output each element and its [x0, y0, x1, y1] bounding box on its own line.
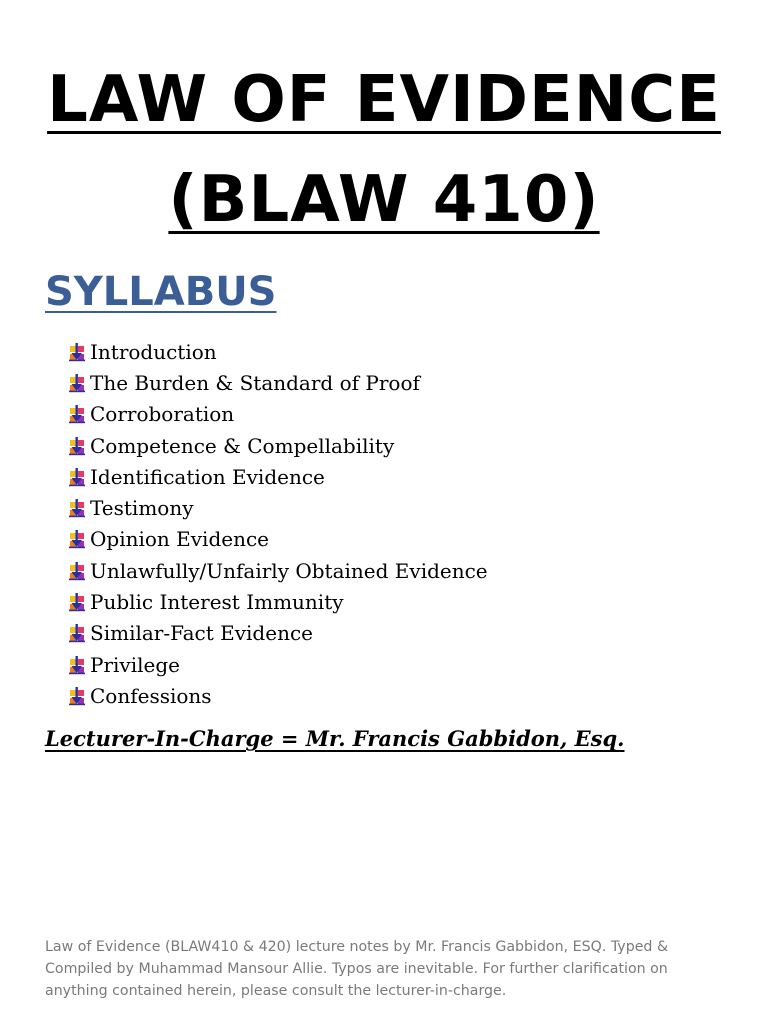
arrow-down-bullet-icon: [68, 342, 90, 362]
syllabus-item-label: Opinion Evidence: [90, 527, 270, 552]
syllabus-item: [68, 524, 488, 555]
title-line-2-text: (BLAW 410): [168, 163, 600, 237]
arrow-down-bullet-icon: [68, 561, 90, 581]
syllabus-heading: SYLLABUS: [45, 269, 277, 315]
arrow-down-bullet-icon: [68, 655, 90, 675]
arrow-down-bullet-icon: [68, 592, 90, 612]
title-line-1-text: LAW OF EVIDENCE: [47, 63, 721, 137]
syllabus-item-label: Confessions: [90, 683, 212, 708]
syllabus-item: [68, 555, 488, 586]
syllabus-item: [68, 649, 488, 680]
syllabus-item-label: Unlawfully/Unfairly Obtained Evidence: [90, 558, 488, 583]
arrow-down-bullet-icon: [68, 436, 90, 456]
syllabus-item: [68, 586, 488, 617]
syllabus-item-label: Competence & Compellability: [90, 433, 395, 458]
document-title-line-1: [0, 63, 768, 137]
syllabus-item: [68, 461, 488, 492]
arrow-down-bullet-icon: [68, 623, 90, 643]
arrow-down-bullet-icon: [68, 529, 90, 549]
syllabus-item-label: The Burden & Standard of Proof: [90, 370, 420, 395]
lecturer-in-charge: Lecturer-In-Charge = Mr. Francis Gabbidon, Esq.: [45, 726, 625, 751]
syllabus-item-label: Introduction: [90, 339, 217, 364]
document-title-line-2: [0, 163, 768, 237]
arrow-down-bullet-icon: [68, 404, 90, 424]
footer-note: Law of Evidence (BLAW410 & 420) lecture notes by Mr. Francis Gabbidon, ESQ. Typed & Compiled by Muhammad Mansour Allie. Typos are inevitable. For further clarification on anything contained herein, please consult the lecturer-in-charge.: [45, 939, 669, 999]
syllabus-item-label: Corroboration: [90, 402, 235, 427]
syllabus-item: [68, 680, 488, 711]
syllabus-item-label: Similar-Fact Evidence: [90, 621, 313, 646]
syllabus-item: [68, 367, 488, 398]
syllabus-item-label: Public Interest Immunity: [90, 590, 344, 615]
syllabus-item: [68, 430, 488, 461]
syllabus-item-label: Privilege: [90, 652, 180, 677]
arrow-down-bullet-icon: [68, 373, 90, 393]
syllabus-item: [68, 492, 488, 523]
arrow-down-bullet-icon: [68, 467, 90, 487]
syllabus-list: [68, 336, 488, 712]
syllabus-item: [68, 618, 488, 649]
syllabus-item: [68, 336, 488, 367]
arrow-down-bullet-icon: [68, 686, 90, 706]
syllabus-item-label: Testimony: [90, 496, 194, 521]
arrow-down-bullet-icon: [68, 498, 90, 518]
syllabus-item: [68, 399, 488, 430]
syllabus-item-label: Identification Evidence: [90, 464, 325, 489]
